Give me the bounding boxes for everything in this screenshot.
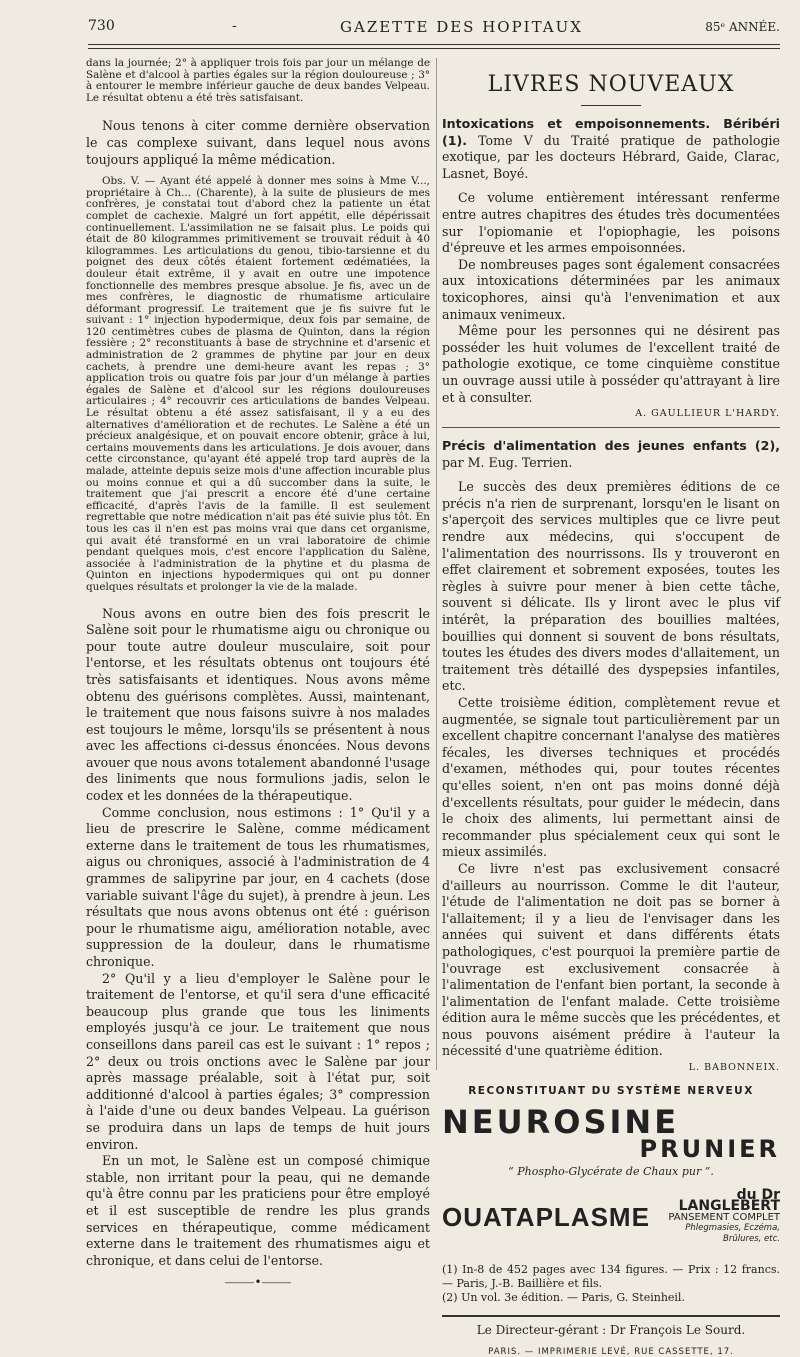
ad-uses: Phlegmasies, Eczéma, Brûlures, etc. bbox=[685, 1223, 780, 1245]
footnotes bbox=[442, 1263, 780, 1305]
intro-paragraph: dans la journée; 2° à appliquer trois fois par jour un mélange de Salène et d'alcool à parties égales sur la région douloureuse ; 3° à entourer le membre inférieur gauche de deux bandes Velpeau. Le résultat obtenu a été très satisfaisant. bbox=[86, 57, 430, 104]
footnote-1: (1) In-8 de 452 pages avec 134 figures. — Prix : 12 francs. — Paris, J.-B. Baillière et fils. bbox=[442, 1263, 780, 1291]
ad-langlebert-block bbox=[650, 1187, 780, 1245]
page-number: 730 bbox=[88, 18, 115, 34]
ad-pansement: PANSEMENT COMPLET bbox=[668, 1212, 780, 1224]
left-column bbox=[86, 58, 430, 1290]
paragraph-2: Nous avons en outre bien des fois prescrit le Salène soit pour le rhumatisme aigu ou chronique ou pour toute autre douleur musculaire, soit pour l'entorse, et les résultats obtenus ont toujours été très satisfaisants et identiques. Nous avons même obtenu des guérisons complètes. Aussi, maintenant, le traitement que nous faisons suivre à nos malades est toujours le même, lorsqu'ils se présentent à nous avec les affections ci-dessus énoncées. Nous devons avouer que nous avons totalement abandonné l'usage des liniments que nous formulions jadis, selon le codex et les données de la thérapeutique. bbox=[86, 605, 430, 804]
book1-title: Intoxications et empoisonnements. Béribéri (1). bbox=[442, 116, 780, 148]
book2-meta: par M. Eug. Terrien. bbox=[442, 454, 573, 470]
review-separator bbox=[442, 427, 780, 428]
footnote-2: (2) Un vol. 3e édition. — Paris, G. Steinheil. bbox=[442, 1291, 685, 1305]
page-header bbox=[60, 18, 780, 40]
ad-neurosine: NEUROSINE bbox=[442, 1103, 680, 1142]
book2-paragraph-3: Ce livre n'est pas exclusivement consacré d'ailleurs au nourrisson. Comme le dit l'auteur, l'étude de l'alimentation ne doit pas se borner à l'allaitement; il y a lieu de l'envisager dans les années qui suivent et dans différents états pathologiques, c'est pourquoi la première partie de l'ouvrage est exclusivement consacrée à l'alimentation de l'enfant bien portant, la seconde à l'alimentation de l'enfant malade. Cette troisième édition aura le même succès que les précédentes, et nous pouvons aisément prédire à l'auteur la nécessité d'une quatrième édition. bbox=[442, 860, 780, 1059]
journal-title: GAZETTE DES HOPITAUX bbox=[340, 18, 583, 36]
advertisement-ouataplasme bbox=[442, 1187, 780, 1245]
section-title: LIVRES NOUVEAUX bbox=[487, 72, 735, 97]
ad-phospho: “ Phospho-Glycérate de Chaux pur ”. bbox=[508, 1165, 714, 1179]
ad-ouataplasme: OUATAPLASME bbox=[442, 1202, 650, 1233]
book2-paragraph-2: Cette troisième édition, complètement revue et augmentée, se signale tout particulièrement par un excellent chapitre concernant l'analyse des matières fécales, les diverses techniques et procédés d'examen, méthodes qui, pour toutes récentes qu'elles soient, n'en ont pas moins donné déjà d'excellents résultats, pour guider le médecin, dans le choix des aliments, lui permettant ainsi de recommander plus spécialement ceux qui sont le mieux assimilés. bbox=[442, 695, 780, 860]
book1-paragraph-2: De nombreuses pages sont également consacrées aux intoxications déterminées par les animaux toxicophores, ainsi qu'à l'envenimation et aux animaux venimeux. bbox=[442, 256, 780, 322]
imprimerie-line: PARIS. — IMPRIMERIE LEVÉ, RUE CASSETTE, 17. bbox=[488, 1347, 734, 1357]
book2-paragraph-1: Le succès des deux premières éditions de ce précis n'a rien de surprenant, lorsqu'en le lisant on s'aperçoit des services multiples que ce livre peut rendre aux médecins, qui s'occupent de l'alimentation des nourrissons. Ils y trouveront en effet clairement et sobrement exposées, toutes les règles à suivre pour mener à bien cette tâche, souvent si délicate. Ils y liront avec le plus vif intérêt, la préparation des bouillies maltées, bouillies qui donnent si souvent de bons résultats, toutes les études des divers modes d'allaitement, un traitement très détaillé des dyspepsies infantiles, etc. bbox=[442, 479, 780, 694]
year-label: 85ᵉ ANNÉE. bbox=[705, 20, 780, 34]
directeur-line: Le Directeur-gérant : Dr François Le Sourd. bbox=[442, 1315, 780, 1337]
book1-paragraph-1: Ce volume entièrement intéressant renferme entre autres chapitres des études très documentées sur l'opiomanie et l'opiophagie, les poisons d'épreuve et les armes empoisonnées. bbox=[442, 190, 780, 256]
column-divider bbox=[436, 58, 437, 1070]
ad-reconstituant: RECONSTITUANT DU SYSTÈME NERVEUX bbox=[468, 1085, 754, 1098]
paragraph-4: 2° Qu'il y a lieu d'employer le Salène pour le traitement de l'entorse, et qu'il sera d'une efficacité beaucoup plus grande que tous les liniments employés jusqu'à ce jour. Le traitement que nous conseillons dans pareil cas est le suivant : 1° repos ; 2° deux ou trois onctions avec le Salène par jour après massage préalable, soit à l'état pur, soit additionné d'alcool à parties égales; 3° compression à l'aide d'une ou deux bandes Velpeau. La guérison se produira dans un laps de temps de huit jours environ. bbox=[86, 970, 430, 1152]
ad-langlebert: du Dr LANGLEBERT bbox=[678, 1187, 780, 1215]
ad-prunier: PRUNIER bbox=[639, 1135, 780, 1164]
book2-signature: L. BABONNEIX. bbox=[688, 1062, 780, 1074]
end-ornament: ⸻•⸻ bbox=[224, 1275, 292, 1290]
header-rule-2 bbox=[88, 48, 780, 49]
advertisement-neurosine bbox=[442, 1085, 780, 1178]
paragraph-1: Nous tenons à citer comme dernière observation le cas complexe suivant, dans lequel nous avons toujours appliqué la même médication. bbox=[86, 118, 430, 167]
right-column bbox=[442, 58, 780, 1357]
book1-meta: Tome V du Traité pratique de pathologie exotique, par les docteurs Hébrard, Gaide, Clarac, Lasnet, Boyé. bbox=[442, 132, 780, 181]
book2-title: Précis d'alimentation des jeunes enfants (2), bbox=[442, 438, 780, 454]
paragraph-5: En un mot, le Salène est un composé chimique stable, non irritant pour la peau, qui ne demande qu'à être connu par les praticiens pour être employé et il est susceptible de rendre les plus grands services en thérapeutique, comme médicament externe dans le traitement des rhumatismes aigu et chronique, et dans celui de l'entorse. bbox=[86, 1153, 430, 1268]
header-rule bbox=[88, 44, 780, 45]
title-rule bbox=[581, 105, 641, 106]
book2-heading bbox=[442, 438, 780, 471]
paragraph-3: Comme conclusion, nous estimons : 1° Qu'il y a lieu de prescrire le Salène, comme médicament externe dans le traitement de tous les rhumatismes, aigus ou chroniques, associé à l'administration de 4 grammes de salipyrine par jour, en 4 cachets (dose variable suivant l'âge du sujet), à prendre à jeun. Les résultats que nous avons obtenus ont été : guérison pour le rhumatisme aigu, amélioration notable, avec suppression de la douleur, dans le rhumatisme chronique. bbox=[86, 804, 430, 969]
book1-paragraph-3: Même pour les personnes qui ne désirent pas posséder les huit volumes de l'excellent traité de pathologie exotique, ce tome cinquième constitue un ouvrage aussi utile à posséder qu'attrayant à lire et à consulter. bbox=[442, 323, 780, 405]
header-dash: - bbox=[232, 18, 237, 34]
book1-signature: A. GAULLIEUR L'HARDY. bbox=[635, 408, 780, 420]
book1-heading bbox=[442, 116, 780, 182]
observation-v: Obs. V. — Ayant été appelé à donner mes soins à Mme V..., propriétaire à Ch... (Charente), à la suite de plusieurs de mes confrères, je constatai tout d'abord chez la patiente un état complet de cachexie. Malgré un fort appétit, elle dépérissait continuellement. L'assimilation ne se faisait plus. Le poids qui était de 80 kilogrammes primitivement se trouvait réduit à 40 kilogrammes. Les articulations du genou, tibio-tarsienne et du poignet des deux côtés étaient fortement œdématiées, la douleur était extrême, il y avait en outre une impotence fonctionnelle des membres presque absolue. Je fis, avec un de mes confrères, le diagnostic de rhumatisme articulaire déformant progressif. Le traitement que je fis suivre fut le suivant : 1° injection hypodermique, deux fois par semaine, de 120 centimètres cubes de plasma de Quinton, dans la région fessière ; 2° reconstituants à base de strychnine et d'arsenic et administration de 2 grammes de phytine par jour en deux cachets, à prendre une demi-heure avant les repas ; 3° application trois ou quatre fois par jour d'un mélange à parties égales de Salène et d'alcool sur les régions douloureuses articulaires ; 4° recouvrir ces articulations de bandes Velpeau. Le résultat obtenu a été assez satisfaisant, il y a eu des alternatives d'amélioration et de rechutes. Le Salène a été un précieux analgésique, et on pouvait encore obtenir, grâce à lui, certains mouvements dans les articulations. Je dois avouer, dans cette circonstance, qu'ayant été appelé trop tard auprès de la malade, atteinte depuis seize mois d'une affection incurable plus ou moins connue et qui a dû succomber dans la suite, le traitement que j'ai prescrit a encore été d'une certaine efficacité, d'après l'avis de la famille. Il est seulement regrettable que notre médication n'ait pas été suivie plus tôt. En tous les cas il n'en est pas moins vrai que dans cet organisme, qui avait été transformé en un vrai laboratoire de chimie pendant quelques mois, c'est encore l'application du Salène, associée à l'administration de la phytine et du plasma de Quinton en injections hypodermiques qui ont pu donner quelques résultats et prolonger la vie de la malade. bbox=[86, 175, 430, 593]
